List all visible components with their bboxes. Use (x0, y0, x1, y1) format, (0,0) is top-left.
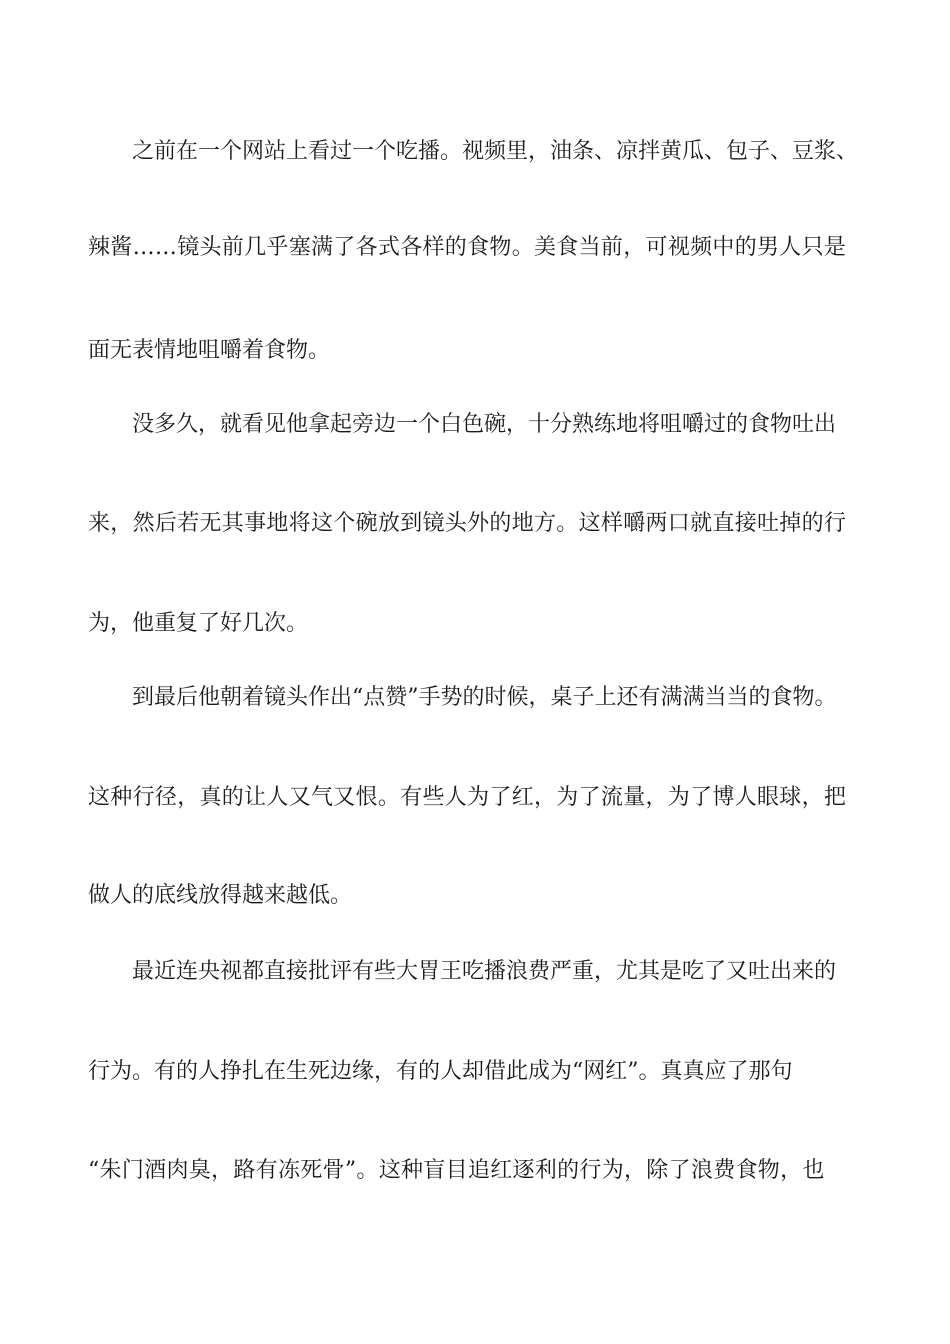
paragraph-3-line-2: 这种行径，真的让人又气又恨。有些人为了红，为了流量，为了博人眼球，把 (88, 785, 847, 810)
paragraph-4-line-3: “朱门酒肉臭，路有冻死骨”。这种盲目追红逐利的行为，除了浪费食物，也 (88, 1158, 825, 1183)
paragraph-2-line-3: 为，他重复了好几次。 (88, 611, 309, 636)
paragraph-1-line-3: 面无表情地咀嚼着食物。 (88, 338, 331, 363)
paragraph-3-line-3: 做人的底线放得越来越低。 (88, 883, 353, 908)
paragraph-3-line-1: 到最后他朝着镜头作出“点赞”手势的时候，桌子上还有满满当当的食物。 (132, 685, 837, 710)
paragraph-1-line-2: 辣酱……镜头前几乎塞满了各式各样的食物。美食当前，可视频中的男人只是 (88, 235, 847, 260)
paragraph-2-line-2: 来，然后若无其事地将这个碗放到镜头外的地方。这样嚼两口就直接吐掉的行 (88, 511, 847, 536)
paragraph-2-line-1: 没多久，就看见他拿起旁边一个白色碗，十分熟练地将咀嚼过的食物吐出 (132, 412, 837, 437)
paragraph-1-line-1: 之前在一个网站上看过一个吃播。视频里，油条、凉拌黄瓜、包子、豆浆、 (132, 139, 859, 164)
paragraph-4-line-1: 最近连央视都直接批评有些大胃王吃播浪费严重，尤其是吃了又吐出来的 (132, 959, 837, 984)
paragraph-4-line-2: 行为。有的人挣扎在生死边缘，有的人却借此成为“网红”。真真应了那句 (88, 1059, 793, 1084)
